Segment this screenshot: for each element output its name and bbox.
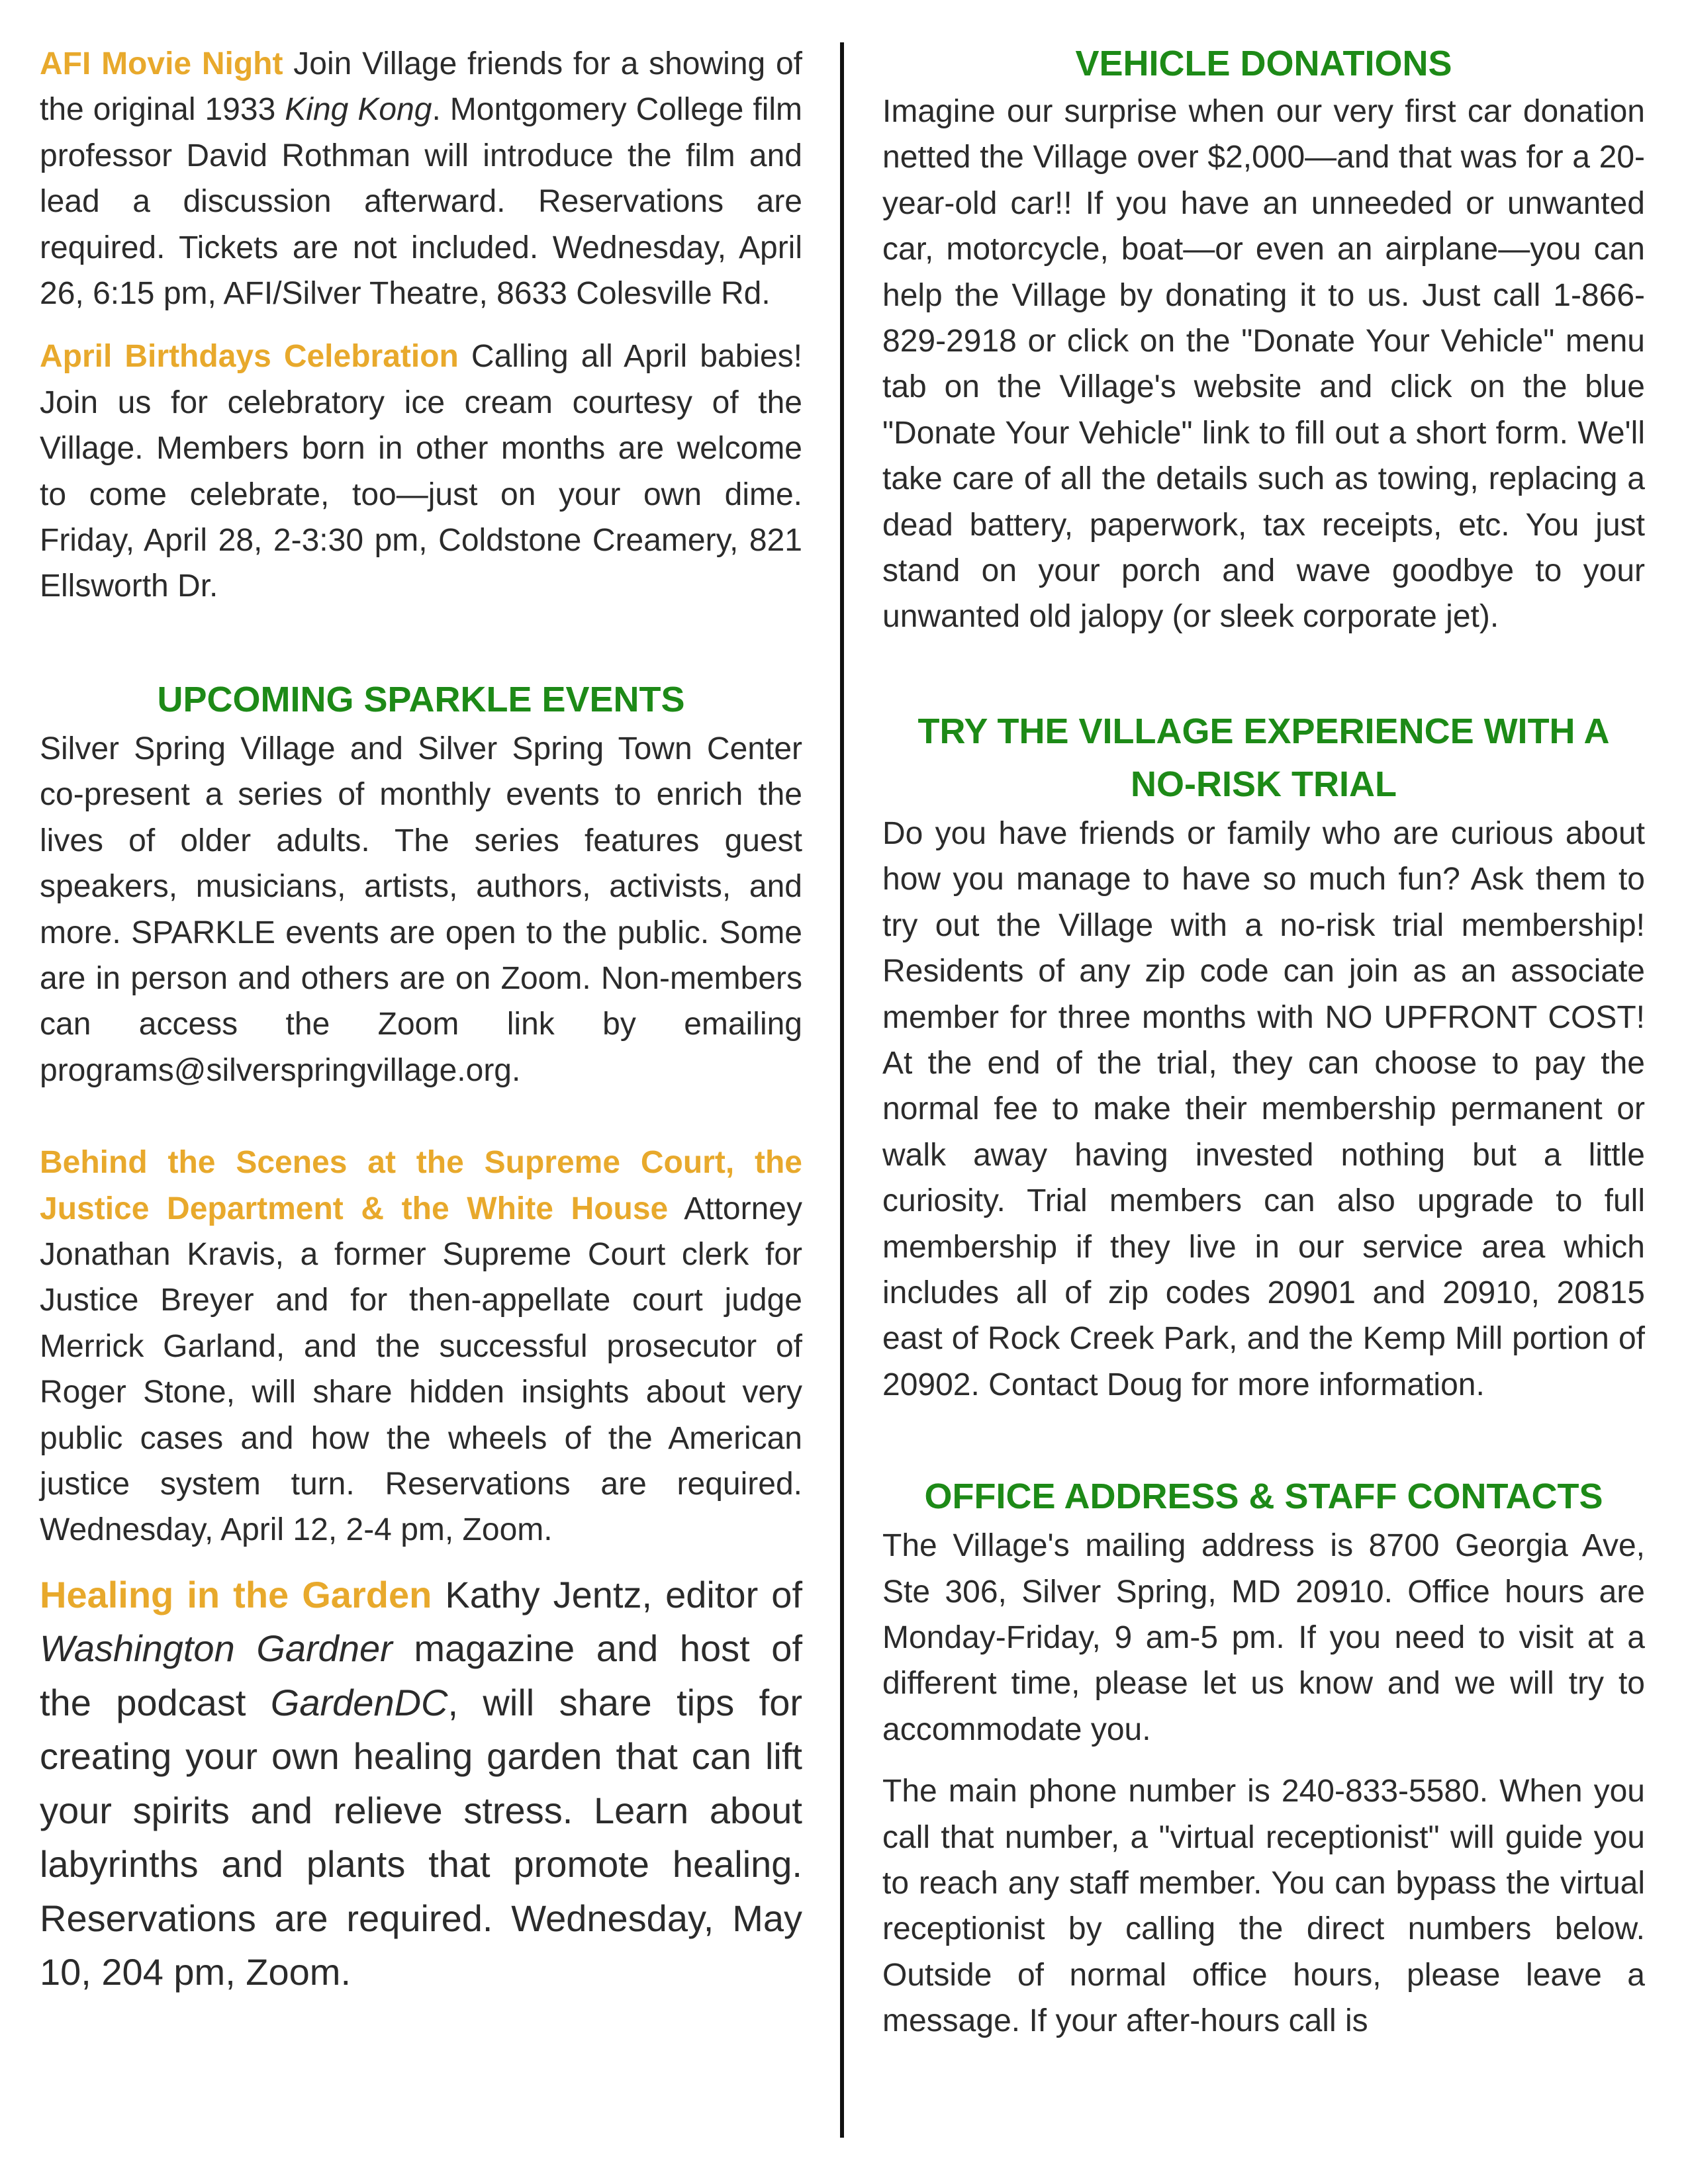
april-birthdays-text: Calling all April babies! Join us for celebratory ice cream courtesy of the Village. Members born in other months are welcome to come celebrate, too—just on your own dime. Friday, April 28, 2-3:30 pm, Coldstone Creamery, 821 Ellsworth Dr. (40, 339, 802, 604)
trial-text: Do you have friends or family who are curious about how you manage to have so much fun? Ask them to try out the Village with a no-risk trial membership! Residents of any zip code can join as an associate member for three months with NO UPFRONT COST! At the end of the trial, they can choose to pay the normal fee to make their membership permanent or walk away having invested nothing but a little curiosity. Trial members can also upgrade to full membership if they live in our service area which includes all of zip codes 20901 and 20910, 20815 east of Rock Creek Park, and the Kemp Mill portion of 20902. Contact Doug for more information. (882, 815, 1645, 1402)
podcast-title: GardenDC (270, 1681, 448, 1723)
supreme-court-item (40, 1140, 802, 1553)
trial-heading (882, 705, 1645, 811)
afi-movie-night-title: AFI Movie Night (40, 46, 283, 81)
afi-text-1: Join Village friends for a showing of the original 1933 (40, 46, 802, 128)
office-heading: OFFICE ADDRESS & STAFF CONTACTS (924, 1477, 1603, 1517)
movie-title: King Kong (285, 92, 432, 128)
office-phone-text: The main phone number is 240-833-5580. When you call that number, a "virtual receptionist" will guide you to reach any staff member. You can bypass the virtual receptionist by calling the direct numbers below. Outside of normal office hours, please leave a message. If your after-hours call is (882, 1774, 1645, 2039)
april-birthdays-item (40, 334, 802, 609)
afi-text-2: . Montgomery College film professor David Rothman will introduce the film and lead a discussion afterward. Reservations are required. Tickets are not included. Wednesday, April 26, 6:15 pm, AFI/Silver Theatre, 8633 Colesville Rd. (40, 92, 803, 312)
garden-text-2: magazine and host of the podcast (40, 1627, 803, 1723)
afi-movie-night-item (40, 41, 802, 316)
garden-text-3: , will share tips for creating your own healing garden that can lift your spirits and relieve stress. Learn about labyrinths and plants that promote healing. Reservations are required. Wednesday, May 10, 204 pm, Zoom. (40, 1681, 802, 1993)
april-birthdays-title: April Birthdays Celebration (40, 339, 459, 375)
left-column (40, 41, 802, 1999)
right-column (882, 41, 1645, 2044)
magazine-title: Washington Gardner (40, 1627, 393, 1670)
supreme-court-text: Attorney Jonathan Kravis, a former Supreme Court clerk for Justice Breyer and for then-appellate court judge Merrick Garland, and the successful prosecutor of Roger Stone, will share hidden insights about very public cases and how the wheels of the American justice system turn. Reservations are required. Wednesday, April 12, 2-4 pm, Zoom. (40, 1191, 802, 1548)
vehicle-donations-heading: VEHICLE DONATIONS (1075, 44, 1452, 83)
office-address-text: The Village's mailing address is 8700 Georgia Ave, Ste 306, Silver Spring, MD 20910. Office hours are Monday-Friday, 9 am-5 pm. If you need to visit at a different time, please let us know and we will try to accommodate you. (882, 1528, 1645, 1747)
garden-text-1: Kathy Jentz, editor of (432, 1573, 802, 1615)
column-divider (840, 42, 844, 2138)
sparkle-text: Silver Spring Village and Silver Spring Town Center co-present a series of monthly events to enrich the lives of older adults. The series features guest speakers, musicians, artists, authors, activists, and more. SPARKLE events are open to the public. Some are in person and others are on Zoom. Non-members can access the Zoom link by emailing programs@silverspringvillage.org. (40, 731, 802, 1088)
trial-heading-line-1: TRY THE VILLAGE EXPERIENCE WITH A (917, 711, 1610, 751)
healing-garden-item (40, 1568, 802, 1999)
trial-heading-line-2: NO-RISK TRIAL (1131, 764, 1397, 804)
healing-garden-title: Healing in the Garden (40, 1573, 432, 1615)
sparkle-heading: UPCOMING SPARKLE EVENTS (157, 679, 685, 719)
supreme-court-title: Behind the Scenes at the Supreme Court, the Justice Department & the White House (40, 1145, 802, 1226)
vehicle-donations-text: Imagine our surprise when our very first car donation netted the Village over $2,000—and that was for a 20-year-old car!! If you have an unneeded or unwanted car, motorcycle, boat—or even an airplane—you can help the Village by donating it to us. Just call 1-866-829-2918 or click on the "Donate Your Vehicle" menu tab on the Village's website and click on the blue "Donate Your Vehicle" link to fill out a short form. We'll take care of all the details such as towing, replacing a dead battery, paperwork, tax receipts, etc. You just stand on your porch and wave goodbye to your unwanted old jalopy (or sleek corporate jet). (882, 94, 1645, 635)
